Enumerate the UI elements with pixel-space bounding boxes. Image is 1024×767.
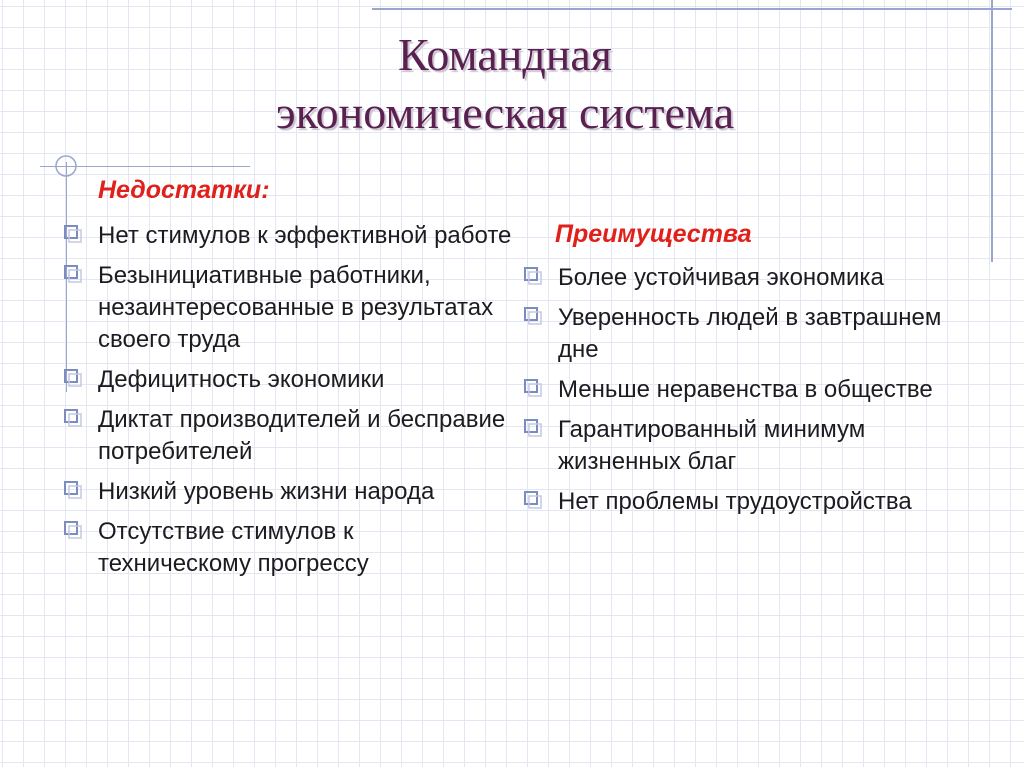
checkbox-square-icon (64, 225, 82, 243)
checkbox-square-icon (524, 491, 542, 509)
list-item-text: Дефицитность экономики (98, 366, 385, 393)
title-line-2: экономическая система (275, 87, 735, 138)
list-item (62, 404, 512, 468)
disadvantages-list (62, 220, 512, 588)
checkbox-square-icon (524, 419, 542, 437)
list-item-text: Нет проблемы трудоустройства (558, 488, 912, 515)
checkbox-square-icon (64, 265, 82, 283)
list-item (522, 302, 962, 366)
list-item (522, 374, 962, 406)
list-item-text: Уверенность людей в завтрашнем дне (558, 304, 942, 363)
checkbox-square-icon (524, 307, 542, 325)
disadvantages-heading: Недостатки: (98, 176, 270, 204)
list-item-text: Диктат производителей и бесправие потребителей (98, 406, 506, 465)
checkbox-square-icon (524, 379, 542, 397)
list-item-text: Отсутствие стимулов к техническому прогрессу (98, 518, 369, 577)
top-decoration-line (372, 8, 1012, 10)
list-item-text: Безынициативные работники, незаинтересованные в результатах своего труда (98, 262, 494, 353)
checkbox-square-icon (64, 481, 82, 499)
advantages-heading: Преимущества (555, 220, 752, 248)
list-item-text: Меньше неравенства в обществе (558, 376, 933, 403)
list-item (522, 262, 962, 294)
checkbox-square-icon (64, 369, 82, 387)
list-item-text: Гарантированный минимум жизненных благ (558, 416, 866, 475)
advantages-list (522, 262, 962, 526)
checkbox-square-icon (64, 409, 82, 427)
checkbox-square-icon (64, 521, 82, 539)
crosshair-circle-icon (50, 150, 82, 182)
page-title (120, 26, 890, 142)
list-item (62, 260, 512, 356)
list-item (62, 220, 512, 252)
checkbox-square-icon (524, 267, 542, 285)
list-item (62, 364, 512, 396)
list-item-text: Нет стимулов к эффективной работе (98, 222, 512, 249)
list-item-text: Низкий уровень жизни народа (98, 478, 435, 505)
list-item (62, 516, 512, 580)
title-line-1: Командная (398, 29, 612, 80)
list-item (62, 476, 512, 508)
right-decoration-line (991, 0, 993, 262)
list-item (522, 486, 962, 518)
list-item (522, 414, 962, 478)
list-item-text: Более устойчивая экономика (558, 264, 884, 291)
